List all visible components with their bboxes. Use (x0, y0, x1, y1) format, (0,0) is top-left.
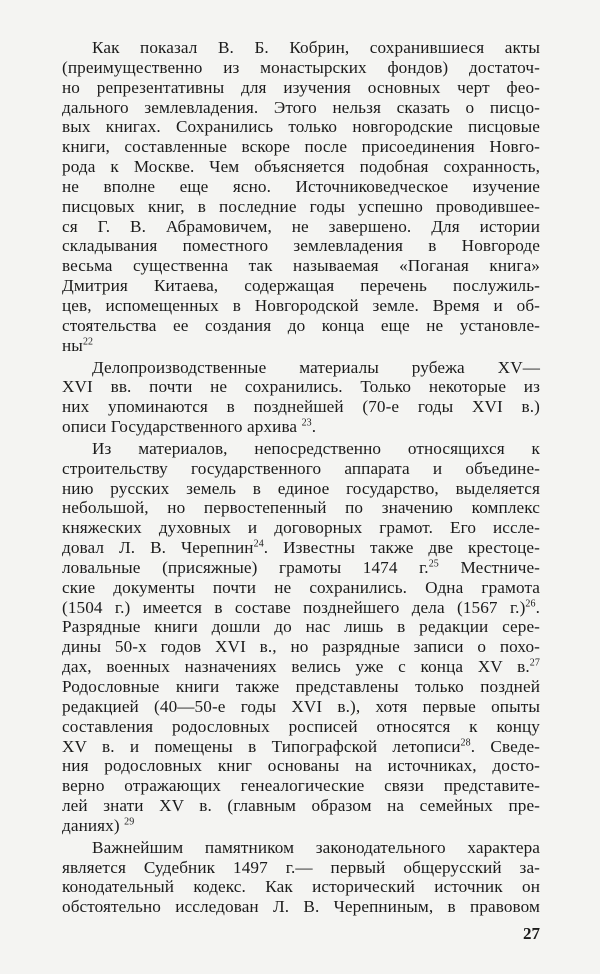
footnote-ref: 26 (525, 597, 536, 609)
text-line (62, 538, 540, 558)
text-line: строительству государственного аппарата и объедине- (62, 458, 540, 478)
footnote-ref: 29 (124, 816, 135, 828)
page-body (62, 38, 540, 938)
text-line: нию русских земель в единое государство, выделяется (62, 478, 540, 498)
text-line: княжеских духовных и договорных грамот. Его иссле- (62, 518, 540, 538)
text-line: Как показал В. Б. Кобрин, сохранившиеся акты (92, 38, 540, 57)
text-segment: . Сведе- (470, 736, 540, 756)
text-line: них упоминаются в позднейшей (70-е годы XVI в.) (62, 397, 540, 417)
text-line: ся Г. В. Абрамовичем, не завершено. Для истории (62, 216, 540, 236)
text-segment: XV в. и помещены в Типографской летописи (62, 736, 461, 756)
text-line: книги, составленные вскоре после присоединения Новго- (62, 137, 540, 157)
text-line: ские документы почти не сохранились. Одна грамота (62, 577, 540, 597)
text-line (62, 657, 540, 677)
text-line (62, 336, 540, 356)
text-line (62, 598, 540, 618)
text-line (62, 737, 540, 757)
text-line: вых книгах. Сохранились только новгородские писцовые (62, 117, 540, 137)
paragraph-1 (62, 38, 540, 356)
text-line: цев, испомещенных в Новгородской земле. Время и об- (62, 295, 540, 315)
text-line: составления родословных росписей относятся к концу (62, 716, 540, 736)
text-line: дины 50-х годов XVI в., но разрядные записи о похо- (62, 637, 540, 657)
text-segment: довал Л. В. Черепнин (62, 538, 254, 558)
text-line: XVI вв. почти не сохранились. Только некоторые из (62, 377, 540, 397)
text-segment: . (535, 597, 540, 617)
footnote-ref: 24 (253, 538, 264, 550)
text-line: писцовых книг, в последние годы успешно проводившее- (62, 196, 540, 216)
footnote-ref: 27 (529, 657, 540, 669)
text-segment: . Известны также две крестоце- (263, 538, 540, 558)
text-segment: Местниче- (438, 557, 540, 577)
text-line: редакцией (40—50-е годы XVI в.), хотя первые опыты (62, 696, 540, 716)
text-line: складывания поместного землевладения в Новгороде (62, 236, 540, 256)
text-line (62, 558, 540, 578)
text-segment: ловальные (присяжные) грамоты 1474 г. (62, 557, 429, 577)
text-line: является Судебник 1497 г.— первый общерусский за- (62, 857, 540, 877)
footnote-ref: 22 (82, 335, 94, 347)
footnote-ref: 23 (301, 417, 312, 429)
text-segment: дах, военных назначениях велись уже с конца XV в. (62, 657, 530, 677)
text-line: Родословные книги также представлены только поздней (62, 677, 540, 696)
footnote-ref: 25 (428, 558, 439, 570)
paragraph-2 (62, 358, 540, 437)
footnote-ref: 28 (460, 736, 471, 748)
text-line: обстоятельно исследован Л. В. Черепниным, в правовом (62, 897, 540, 917)
text-line: конодательный кодекс. Как исторический источник он (62, 877, 540, 897)
text-line: небольшой, но первостепенный по значению комплекс (62, 498, 540, 518)
text-line: Из материалов, непосредственно относящихся к (92, 438, 540, 458)
paragraph-3 (62, 439, 540, 836)
text-line: не вполне еще ясно. Источниковедческое изучение (62, 176, 540, 196)
text-line: верно отражающих генеалогические связи представите- (62, 776, 540, 796)
text-line: лей знати XV в. (главным образом на семейных пре- (62, 796, 540, 816)
text-line: Важнейшим памятником законодательного характера (92, 837, 540, 857)
text-line: рода к Москве. Чем объясняется подобная сохранность, (62, 157, 540, 177)
text-segment: даниях) (62, 815, 120, 835)
text-line (62, 816, 540, 836)
text-line: но репрезентативны для изучения основных черт фео- (62, 77, 540, 97)
text-line: (преимущественно из монастырских фондов) достаточ- (62, 57, 540, 77)
text-line: Разрядные книги дошли до нас лишь в редакции сере- (62, 617, 540, 637)
text-line: Делопроизводственные материалы рубежа XV— (92, 357, 540, 377)
text-line: дального землевладения. Этого нельзя сказать о писцо- (62, 97, 540, 117)
text-segment: ны (62, 335, 83, 355)
text-line: весьма существенна так называемая «Поганая книга» (62, 256, 540, 276)
paragraph-4 (62, 838, 540, 917)
text-line: ния родословных книг основаны на источниках, досто- (62, 756, 540, 776)
text-segment: (1504 г.) имеется в составе позднейшего дела (1567 г.) (62, 597, 526, 617)
text-line: описи Государственного архива $^{23}$. (62, 417, 317, 437)
page-number: 27 (523, 924, 540, 943)
text-line: Дмитрия Китаева, содержащая перечень послужиль- (62, 276, 540, 296)
text-line: стоятельства ее создания до конца еще не установле- (62, 315, 540, 335)
text-segment: описи Государственного архива (62, 417, 298, 437)
